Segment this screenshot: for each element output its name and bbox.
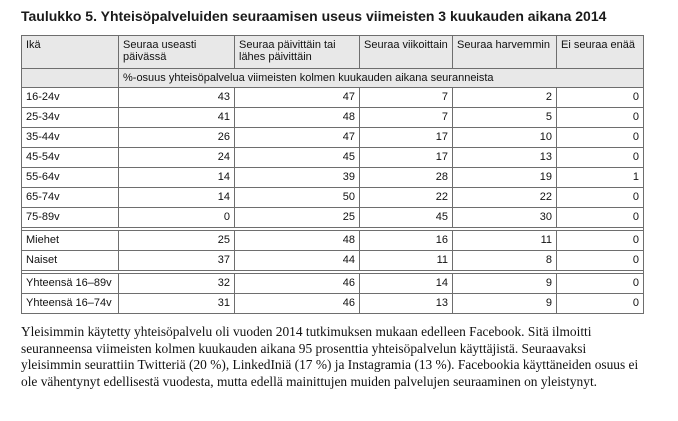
header-several-daily: Seuraa useasti päivässä (119, 36, 235, 69)
header-less-often: Seuraa harvemmin (453, 36, 557, 69)
table-cell: 0 (557, 148, 644, 168)
table-cell: 0 (557, 188, 644, 208)
table-cell: 9 (453, 294, 557, 314)
subheader-row (22, 69, 644, 88)
table-cell: 45 (235, 148, 360, 168)
table-cell: 47 (235, 88, 360, 108)
table-cell: 5 (453, 108, 557, 128)
row-label: Naiset (22, 251, 119, 271)
header-row (22, 36, 644, 69)
table-cell: 0 (557, 251, 644, 271)
table-cell: 16 (360, 231, 453, 251)
table-caption: Taulukko 5. Yhteisöpalveluiden seuraamisen useus viimeisten 3 kuukauden aikana 2014 (21, 8, 607, 24)
table-cell: 0 (557, 231, 644, 251)
row-label: Miehet (22, 231, 119, 251)
header-daily: Seuraa päivittäin tai lähes päivittäin (235, 36, 360, 69)
table-cell: 31 (119, 294, 235, 314)
table-cell: 7 (360, 88, 453, 108)
table-row (22, 251, 644, 271)
table-cell: 11 (453, 231, 557, 251)
table-cell: 0 (557, 108, 644, 128)
body-paragraph: Yleisimmin käytetty yhteisöpalvelu oli vuoden 2014 tutkimuksen mukaan edelleen Facebook. Sitä ilmoitti seuranneensa viimeisten kolmen kuukauden aikana 95 prosenttia yhteisöpalvelun käyttäjistä. Seuraavaksi yleisimmin seurattiin Twitteriä (20 %), LinkedIniä (17 %) ja Instagramia (13 %). Facebookia käyttäneiden osuus ei ole vähentynyt edellisestä vuodesta, mutta edellä mainittujen muiden palvelujen seuraaminen on yleistynyt. (21, 324, 639, 389)
table-cell: 11 (360, 251, 453, 271)
row-label: 55-64v (22, 168, 119, 188)
subheader-text: %-osuus yhteisöpalvelua viimeisten kolmen kuukauden aikana seuranneista (119, 69, 644, 88)
row-label: Yhteensä 16–74v (22, 294, 119, 314)
row-label: 25-34v (22, 108, 119, 128)
table-cell: 0 (119, 208, 235, 228)
table-cell: 45 (360, 208, 453, 228)
table-body (22, 88, 644, 314)
table-cell: 48 (235, 231, 360, 251)
table-cell: 7 (360, 108, 453, 128)
table-cell: 39 (235, 168, 360, 188)
table-cell: 28 (360, 168, 453, 188)
table-cell: 43 (119, 88, 235, 108)
table-cell: 0 (557, 294, 644, 314)
table-cell: 30 (453, 208, 557, 228)
table-row (22, 274, 644, 294)
table-cell: 14 (119, 188, 235, 208)
table-row (22, 88, 644, 108)
row-label: 35-44v (22, 128, 119, 148)
table-cell: 14 (119, 168, 235, 188)
table-cell: 19 (453, 168, 557, 188)
table-cell: 1 (557, 168, 644, 188)
table-cell: 25 (119, 231, 235, 251)
subheader-blank (22, 69, 119, 88)
row-label: 75-89v (22, 208, 119, 228)
header-weekly: Seuraa viikoittain (360, 36, 453, 69)
table-row (22, 294, 644, 314)
table-row (22, 128, 644, 148)
table-cell: 24 (119, 148, 235, 168)
row-label: Yhteensä 16–89v (22, 274, 119, 294)
table-cell: 47 (235, 128, 360, 148)
table-cell: 48 (235, 108, 360, 128)
table-cell: 0 (557, 208, 644, 228)
table-cell: 17 (360, 128, 453, 148)
table-row (22, 188, 644, 208)
row-label: 16-24v (22, 88, 119, 108)
table-cell: 26 (119, 128, 235, 148)
table-cell: 2 (453, 88, 557, 108)
table-row (22, 148, 644, 168)
row-label: 45-54v (22, 148, 119, 168)
table-cell: 46 (235, 274, 360, 294)
header-no-longer: Ei seuraa enää (557, 36, 644, 69)
table-cell: 46 (235, 294, 360, 314)
table-cell: 13 (360, 294, 453, 314)
table-row (22, 168, 644, 188)
table-row (22, 231, 644, 251)
table-row (22, 108, 644, 128)
table-cell: 22 (453, 188, 557, 208)
table-cell: 25 (235, 208, 360, 228)
table-cell: 13 (453, 148, 557, 168)
header-age: Ikä (22, 36, 119, 69)
table-cell: 9 (453, 274, 557, 294)
row-label: 65-74v (22, 188, 119, 208)
table-cell: 22 (360, 188, 453, 208)
table-cell: 32 (119, 274, 235, 294)
table-cell: 0 (557, 88, 644, 108)
statistics-table (21, 35, 644, 314)
table-cell: 37 (119, 251, 235, 271)
table-cell: 8 (453, 251, 557, 271)
table-cell: 17 (360, 148, 453, 168)
table-cell: 44 (235, 251, 360, 271)
table-cell: 10 (453, 128, 557, 148)
table-row (22, 208, 644, 228)
table-cell: 0 (557, 274, 644, 294)
table-cell: 0 (557, 128, 644, 148)
table-cell: 14 (360, 274, 453, 294)
table-cell: 41 (119, 108, 235, 128)
table-cell: 50 (235, 188, 360, 208)
